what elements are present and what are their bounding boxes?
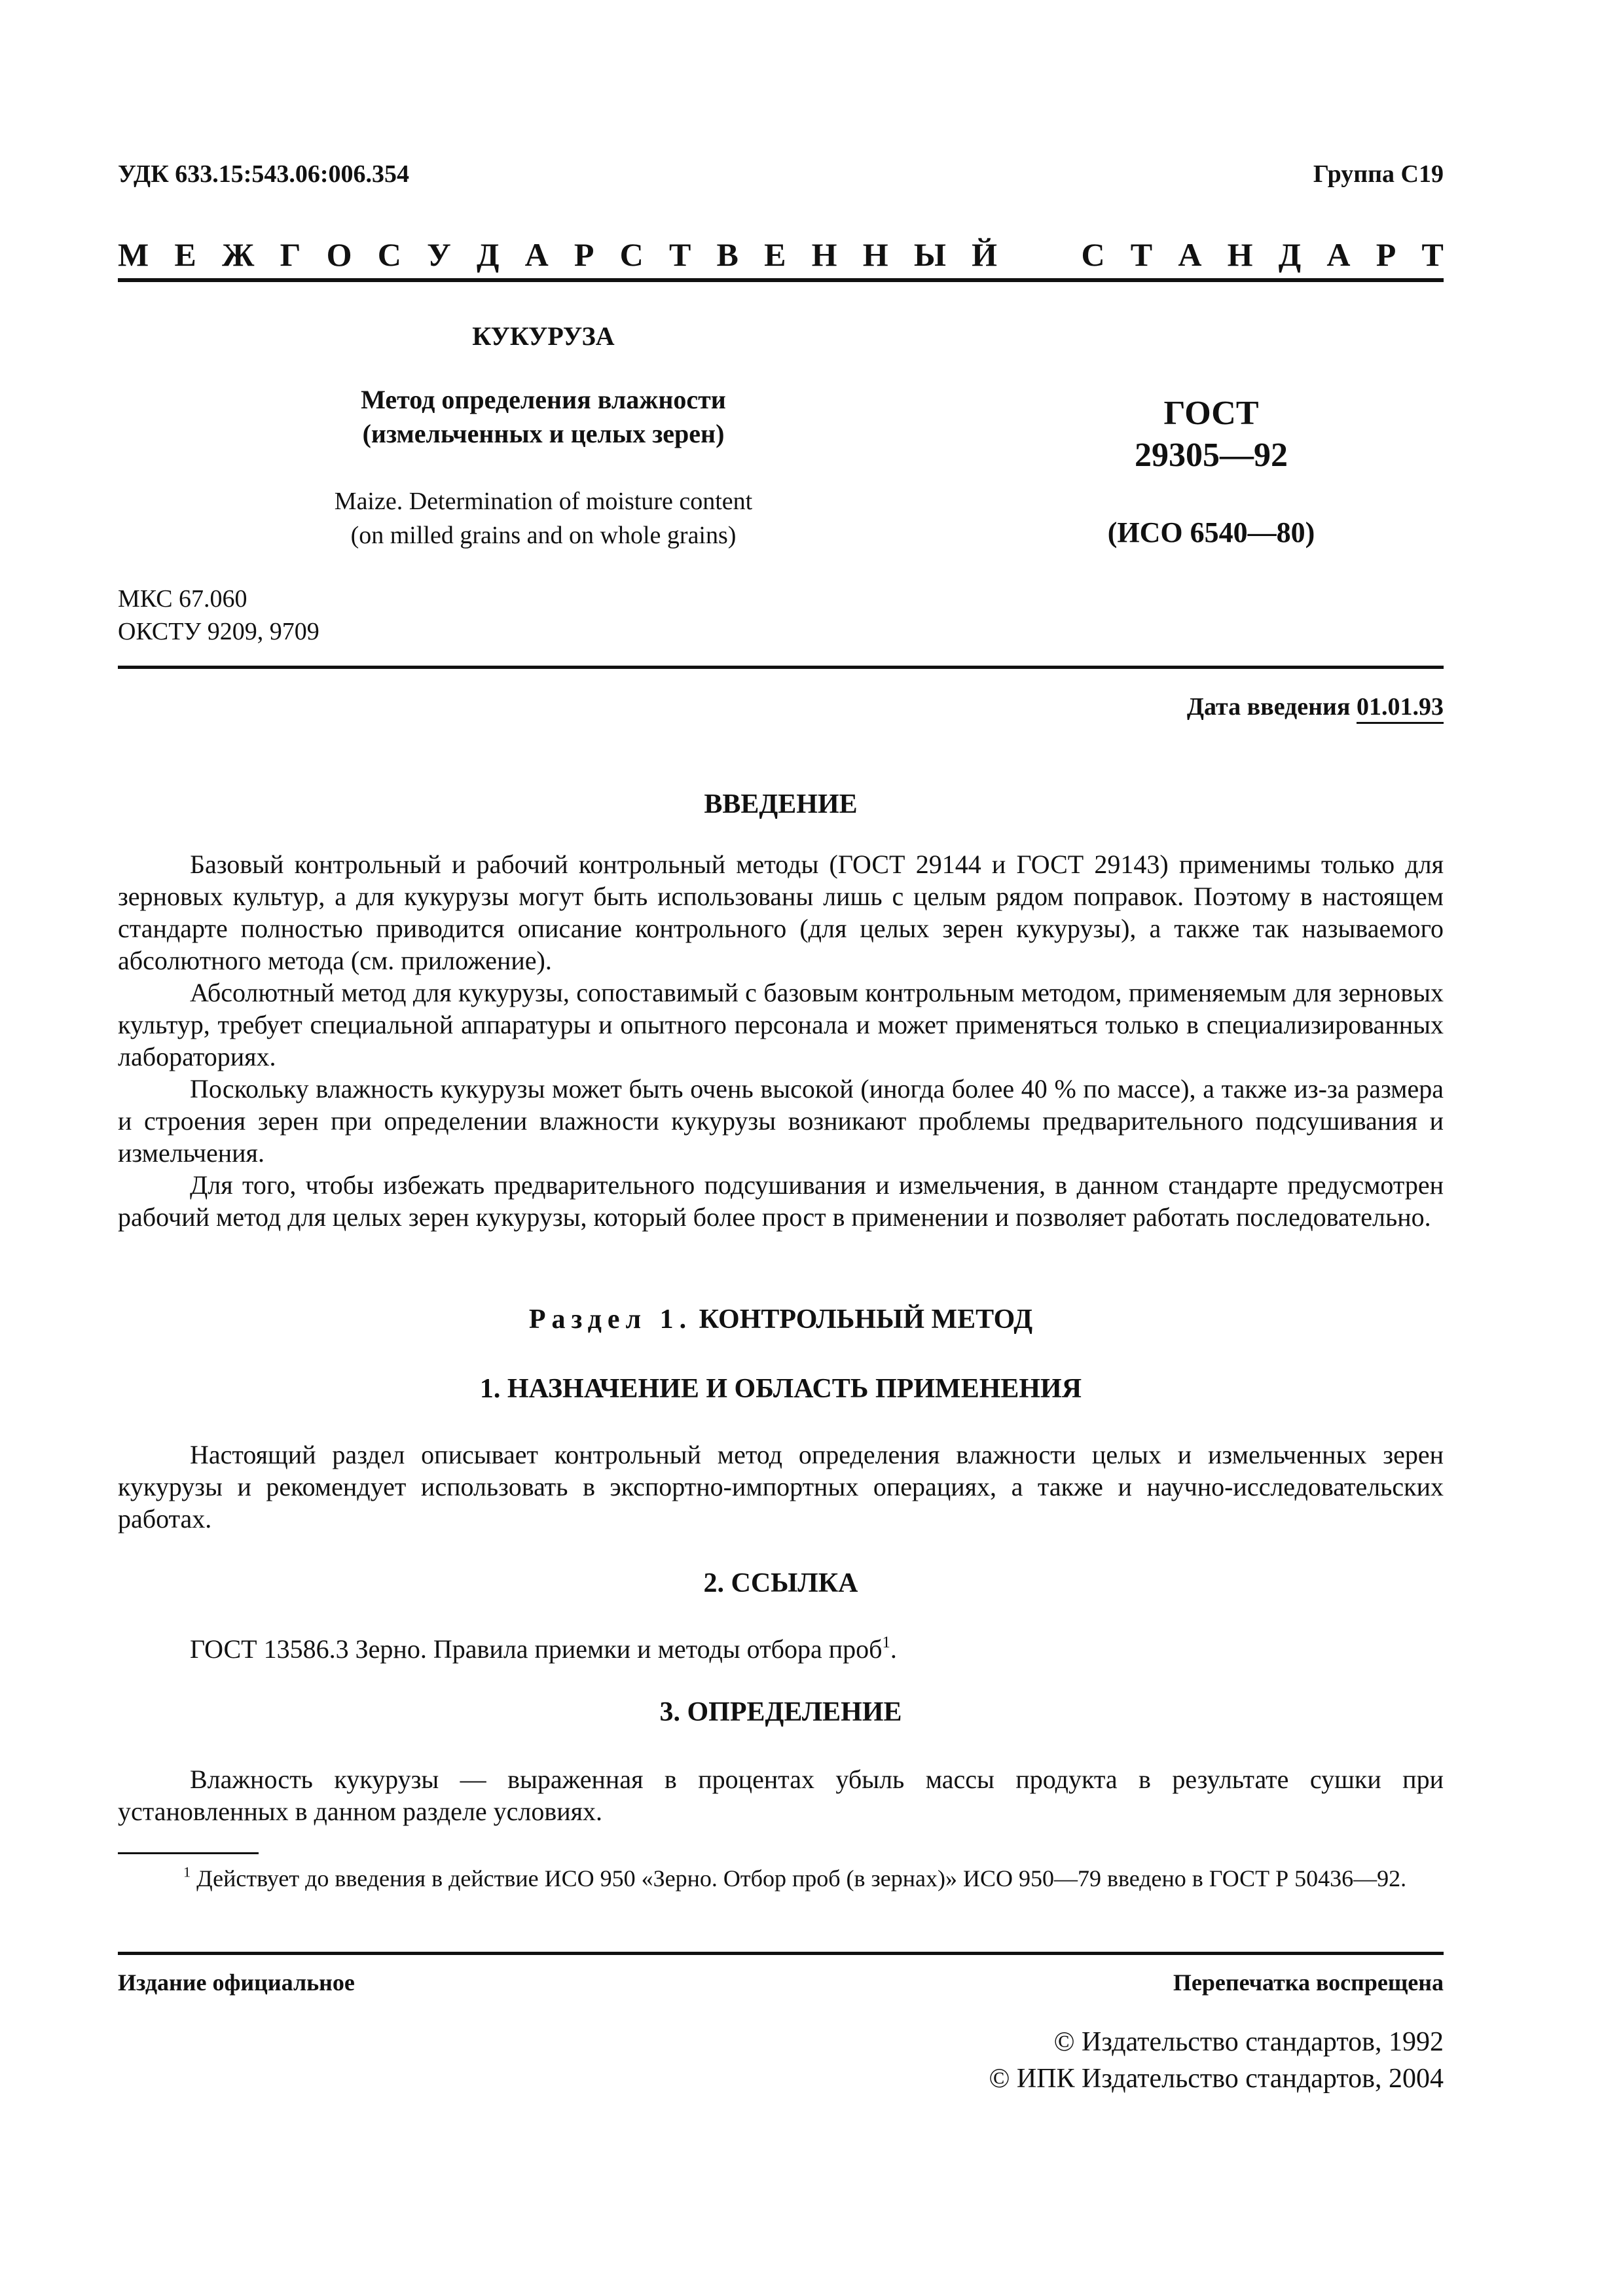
banner-letter: С xyxy=(619,236,644,273)
gost-number: 29305—92 xyxy=(1135,437,1288,474)
banner-letter: Й xyxy=(972,236,998,273)
copyright-block xyxy=(989,2024,1444,2097)
part-heading xyxy=(118,1304,1444,1335)
footnote-text: Действует до введения в действие ИСО 950 «Зерно. Отбор проб (в зернах)» ИСО 950—79 введено в ГОСТ Р 50436—92. xyxy=(196,1865,1407,1892)
title-ru-line2: (измельченных и целых зерен) xyxy=(362,419,725,448)
section-text: Настоящий раздел описывает контрольный метод определения влажности целых и измельченных зерен кукурузы и рекомендует использовать в экспортно-импортных операциях, а также и научно-исследовательских работах. xyxy=(118,1440,1444,1534)
header-bottom-rule xyxy=(118,666,1444,669)
introduction-date-label: Дата введения xyxy=(1186,693,1351,721)
banner-letter: С xyxy=(377,236,401,273)
banner-letter: М xyxy=(118,236,149,273)
section-text xyxy=(118,1633,1444,1665)
reference-text: ГОСТ 13586.3 Зерно. Правила приемки и методы отбора проб xyxy=(190,1634,883,1664)
reprint-prohibited: Перепечатка воспрещена xyxy=(1173,1969,1444,1996)
banner-rule xyxy=(118,278,1444,282)
classification-codes xyxy=(118,583,319,648)
banner-letter: А xyxy=(524,236,549,273)
intro-paragraph: Поскольку влажность кукурузы может быть очень высокой (иногда более 40 % по массе), а также из-за размера и строения зерен при определении влажности кукурузы возникают проблемы предварительного подсушивания и измельчения. xyxy=(118,1074,1444,1168)
product-name: КУКУРУЗА xyxy=(472,321,615,351)
footnote-rule xyxy=(118,1852,259,1854)
section-heading: 1. НАЗНАЧЕНИЕ И ОБЛАСТЬ ПРИМЕНЕНИЯ xyxy=(479,1374,1082,1404)
banner-letter: Д xyxy=(1278,236,1302,273)
mks-code: МКС 67.060 xyxy=(118,585,247,613)
intro-paragraph: Для того, чтобы избежать предварительного подсушивания и измельчения, в данном стандарте предусмотрен рабочий метод для целых зерен кукурузы, который более прост в применении и позволяет работать последовательно. xyxy=(118,1170,1444,1232)
banner-letter: Д xyxy=(476,236,500,273)
banner-letter: Е xyxy=(764,236,786,273)
gost-label: ГОСТ xyxy=(1163,395,1259,432)
title-english xyxy=(262,484,825,552)
banner-letter: Т xyxy=(668,236,691,273)
introduction-date xyxy=(1187,692,1444,721)
footer-rule xyxy=(118,1952,1444,1955)
gost-designation xyxy=(1034,393,1388,476)
banner-letter: Г xyxy=(280,236,301,273)
banner-letter: В xyxy=(716,236,739,273)
banner-letter: Ж xyxy=(221,236,255,273)
banner-letter: А xyxy=(1326,236,1351,273)
footnote-number: 1 xyxy=(183,1863,191,1880)
part-title: КОНТРОЛЬНЫЙ МЕТОД xyxy=(699,1304,1033,1335)
introduction-heading: ВВЕДЕНИЕ xyxy=(704,789,858,819)
banner-letter: У xyxy=(427,236,451,273)
copyright-line: © ИПК Издательство стандартов, 2004 xyxy=(989,2064,1444,2094)
banner-letter: С xyxy=(1081,236,1105,273)
footnote-mark: 1 xyxy=(882,1633,890,1651)
title-russian xyxy=(262,383,825,451)
banner-letter: Т xyxy=(1421,236,1444,273)
banner-letter: Т xyxy=(1130,236,1153,273)
section-text: Влажность кукурузы — выраженная в процентах убыль массы продукта в результате сушки при установленных в данном разделе условиях. xyxy=(118,1765,1444,1826)
banner-letter: Е xyxy=(174,236,196,273)
footnote xyxy=(118,1863,1444,1893)
banner-letter: Н xyxy=(1227,236,1253,273)
title-en-line2: (on milled grains and on whole grains) xyxy=(350,522,737,549)
part-prefix: Раздел 1. xyxy=(528,1304,693,1335)
iso-equivalent: (ИСО 6540—80) xyxy=(1107,516,1315,548)
reference-text-end: . xyxy=(890,1634,897,1664)
title-en-line1: Maize. Determination of moisture content xyxy=(334,488,753,515)
banner-letter: Н xyxy=(862,236,888,273)
okstu-code: ОКСТУ 9209, 9709 xyxy=(118,618,319,645)
intro-paragraph: Базовый контрольный и рабочий контрольный методы (ГОСТ 29144 и ГОСТ 29143) применимы только для зерновых культур, а для кукурузы могут быть использованы лишь с целым рядом поправок. Поэтому в настоящем стандарте полностью приводится описание контрольного (для целых зерен кукурузы), а также так называемого абсолютного метода (см. приложение). xyxy=(118,850,1444,975)
introduction-date-value: 01.01.93 xyxy=(1357,693,1444,724)
title-ru-line1: Метод определения влажности xyxy=(361,385,726,414)
interstate-standard-banner xyxy=(118,236,1444,274)
section-heading: 2. ССЫЛКА xyxy=(703,1568,858,1598)
copyright-line: © Издательство стандартов, 1992 xyxy=(1053,2027,1444,2057)
banner-letter: Н xyxy=(811,236,837,273)
section-heading: 3. ОПРЕДЕЛЕНИЕ xyxy=(659,1697,902,1727)
banner-letter: Р xyxy=(1376,236,1396,273)
banner-letter: Р xyxy=(574,236,594,273)
udk-code: УДК 633.15:543.06:006.354 xyxy=(118,160,410,188)
banner-letter: Ы xyxy=(913,236,946,273)
group-code: Группа С19 xyxy=(1313,160,1444,188)
banner-letter: А xyxy=(1178,236,1202,273)
banner-letter: О xyxy=(326,236,352,273)
intro-paragraph: Абсолютный метод для кукурузы, сопоставимый с базовым контрольным методом, применяемым для зерновых культур, требует специальной аппаратуры и опытного персонала и может применяться только в специализированных лабораториях. xyxy=(118,978,1444,1071)
official-edition: Издание официальное xyxy=(118,1969,355,1996)
